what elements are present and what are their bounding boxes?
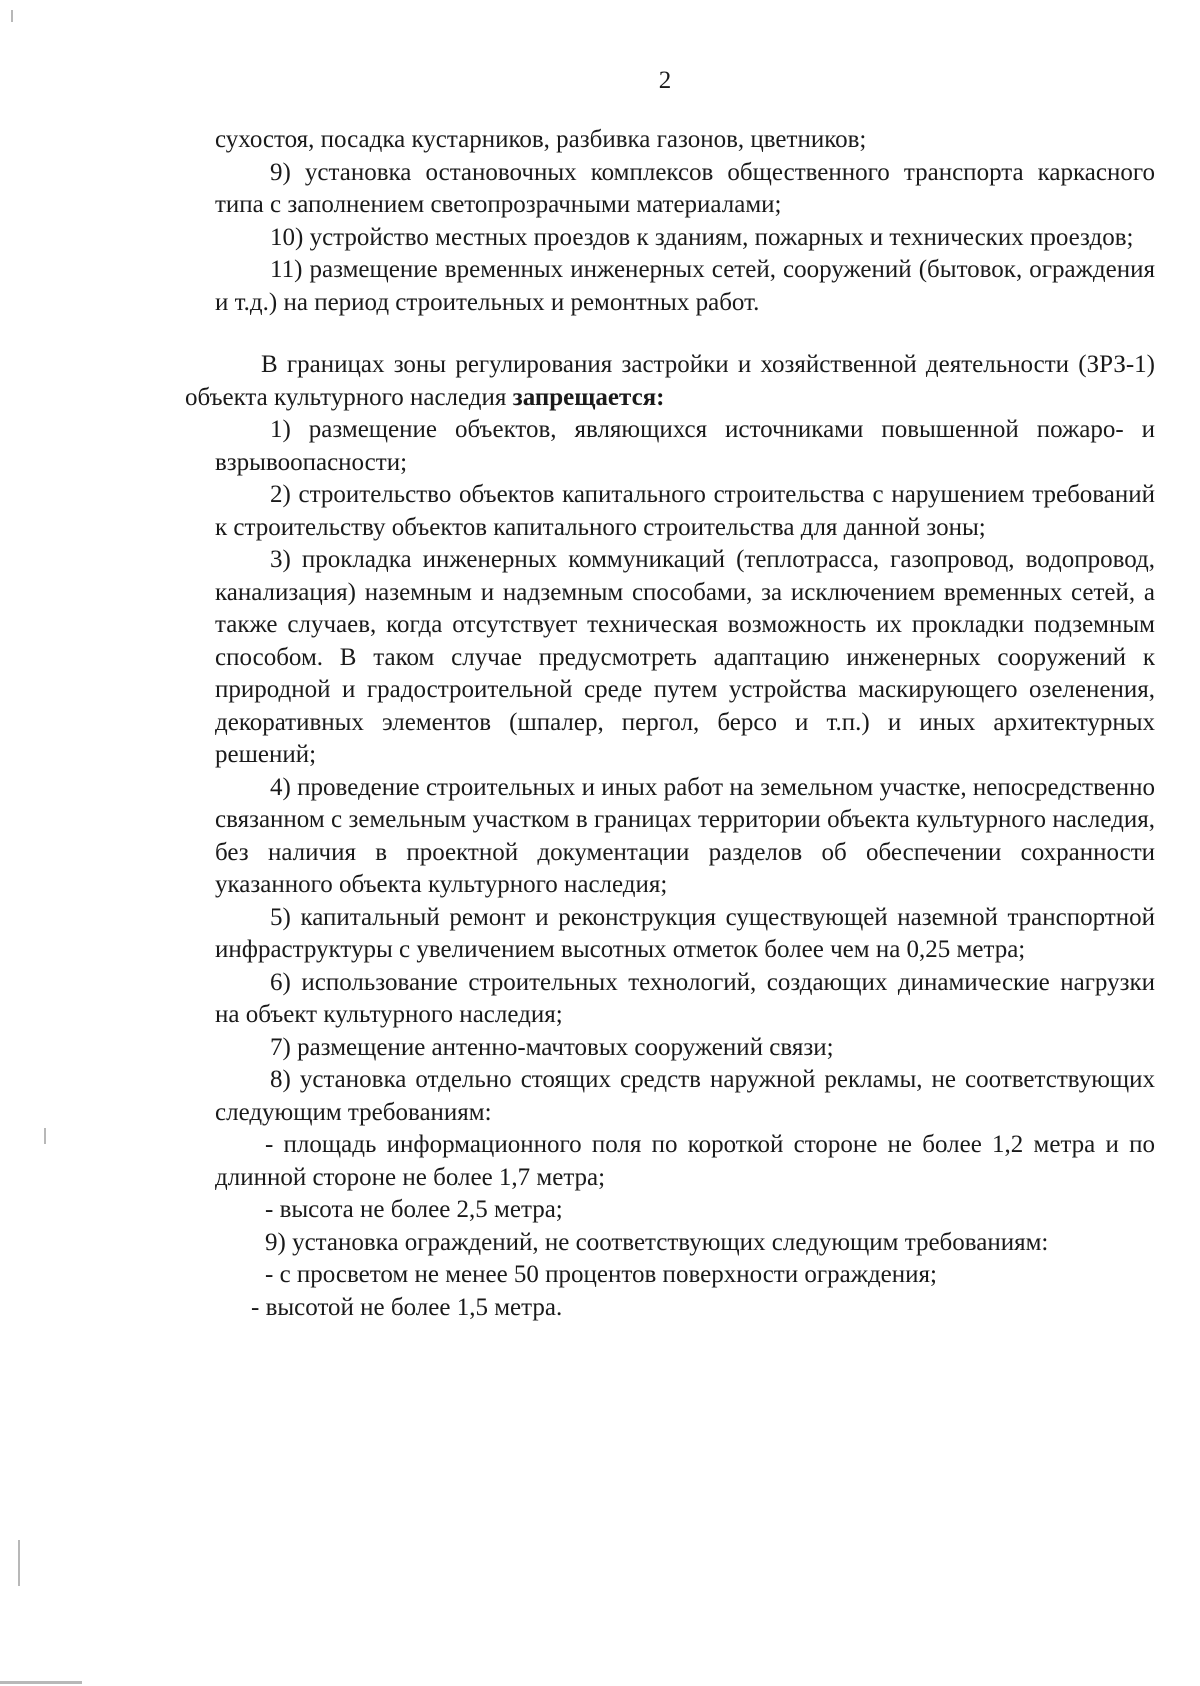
scan-artifact-mark <box>11 10 13 22</box>
prohibited-item-9-fences: 9) установка ограждений, не соответствующих следующим требованиям: <box>265 1228 1049 1256</box>
list-item-11-temporary-networks: 11) размещение временных инженерных сетей, сооружений (бытовок, ограждения и т.д.) на период строительных и ремонтных работ. <box>215 256 1155 316</box>
requirement-dash-item: - высота не более 2,5 метра; <box>265 1196 563 1223</box>
page-number: 2 <box>658 67 672 94</box>
prohibited-item-2: 2) строительство объектов капитального строительства с нарушением требований к строительству объектов капитального строительства для данной зоны; <box>215 481 1155 541</box>
scan-artifact-mark <box>44 1128 46 1144</box>
section-intro-text: В границах зоны регулирования застройки и хозяйственной деятельности (ЗРЗ-1) объекта культурного наследия <box>185 351 1155 411</box>
prohibited-item-7: 7) размещение антенно-мачтовых сооружений связи; <box>270 1033 834 1061</box>
scan-artifact-mark <box>0 1681 82 1684</box>
prohibited-item-3: 3) прокладка инженерных коммуникаций (теплотрасса, газопровод, водопровод, канализация) наземным и надземным способами, за исключением временных сетей, а также случаев, когда отсутствует техническая возможность их прокладки подземным способом. В таком случае предусмотреть адаптацию инженерных сооружений к природной и градостроительной среде путем устройства маскирующего озеленения, декоративных элементов (шпалер, пергол, берсо и т.п.) и иных архитектурных решений; <box>215 546 1155 768</box>
paragraph-continuation: сухостоя, посадка кустарников, разбивка газонов, цветников; <box>215 126 867 153</box>
list-item-10-driveways: 10) устройство местных проездов к зданиям, пожарных и технических проездов; <box>270 223 1134 251</box>
requirement-dash-item: - с просветом не менее 50 процентов поверхности ограждения; <box>265 1261 937 1288</box>
prohibited-item-5: 5) капитальный ремонт и реконструкция существующей наземной транспортной инфраструктуры с увеличением высотных отметок более чем на 0,25 метра; <box>215 903 1155 963</box>
scan-artifact-mark <box>18 1540 20 1586</box>
section-intro <box>185 349 1155 414</box>
prohibited-item-6: 6) использование строительных технологий, создающих динамические нагрузки на объект культурного наследия; <box>215 968 1155 1028</box>
requirement-dash-item: - площадь информационного поля по короткой стороне не более 1,2 метра и по длинной стороне не более 1,7 метра; <box>215 1131 1155 1191</box>
requirement-dash-item: - высотой не более 1,5 метра. <box>251 1293 563 1321</box>
prohibited-item-8: 8) установка отдельно стоящих средств наружной рекламы, не соответствующих следующим требованиям: <box>215 1066 1155 1126</box>
document-body <box>185 124 1155 1324</box>
list-item-9-bus-stops: 9) установка остановочных комплексов общественного транспорта каркасного типа с заполнением светопрозрачными материалами; <box>215 158 1155 218</box>
prohibited-item-1: 1) размещение объектов, являющихся источниками повышенной пожаро- и взрывоопасности; <box>215 416 1155 476</box>
section-intro-prohibited-label: запрещается: <box>512 383 665 411</box>
prohibited-item-4: 4) проведение строительных и иных работ на земельном участке, непосредственно связанном с земельным участком в границах территории объекта культурного наследия, без наличия в проектной документации разделов об обеспечении сохранности указанного объекта культурного наследия; <box>215 773 1155 898</box>
